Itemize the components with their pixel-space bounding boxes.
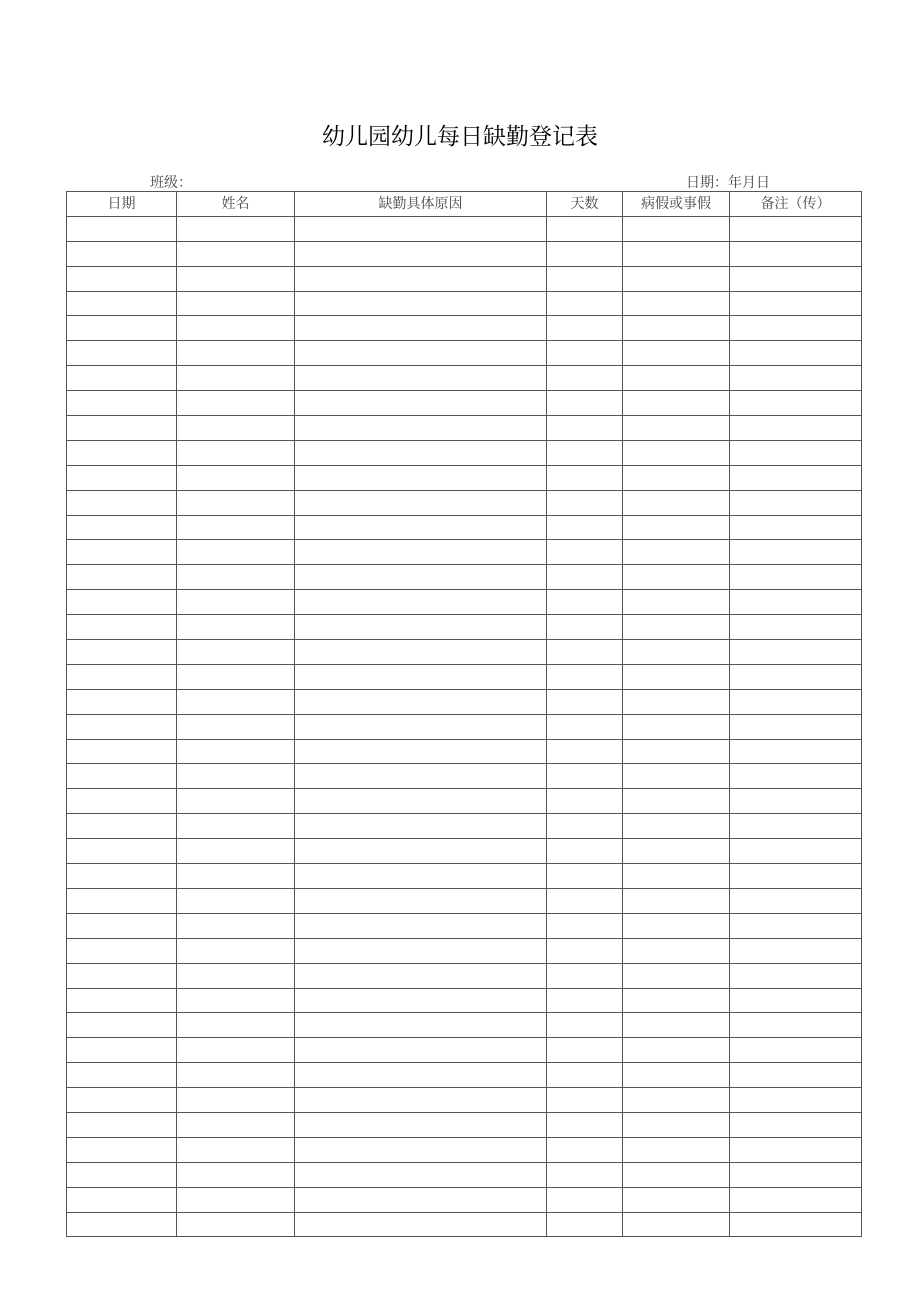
header-date: 日期 xyxy=(67,192,177,217)
table-cell xyxy=(623,465,730,490)
table-cell xyxy=(295,291,547,316)
table-cell xyxy=(730,1187,862,1212)
table-cell xyxy=(67,1112,177,1137)
table-cell xyxy=(67,266,177,291)
table-cell xyxy=(623,391,730,416)
table-cell xyxy=(295,913,547,938)
table-cell xyxy=(295,664,547,689)
table-cell xyxy=(623,515,730,540)
table-cell xyxy=(295,1038,547,1063)
table-cell xyxy=(547,913,623,938)
table-cell xyxy=(547,515,623,540)
table-cell xyxy=(730,465,862,490)
table-cell xyxy=(547,739,623,764)
table-cell xyxy=(623,216,730,241)
table-cell xyxy=(623,988,730,1013)
table-cell xyxy=(177,1088,295,1113)
table-cell xyxy=(547,938,623,963)
table-cell xyxy=(67,1038,177,1063)
table-cell xyxy=(623,316,730,341)
table-cell xyxy=(177,988,295,1013)
table-cell xyxy=(177,465,295,490)
table-cell xyxy=(547,366,623,391)
table-cell xyxy=(623,963,730,988)
table-cell xyxy=(547,540,623,565)
table-cell xyxy=(67,864,177,889)
table-cell xyxy=(67,565,177,590)
table-cell xyxy=(177,316,295,341)
table-cell xyxy=(547,764,623,789)
table-cell xyxy=(295,1137,547,1162)
table-cell xyxy=(67,1187,177,1212)
table-cell xyxy=(730,640,862,665)
table-row xyxy=(67,814,862,839)
table-cell xyxy=(623,341,730,366)
table-cell xyxy=(730,1112,862,1137)
table-cell xyxy=(547,1013,623,1038)
table-cell xyxy=(730,963,862,988)
table-cell xyxy=(623,1063,730,1088)
table-cell xyxy=(295,615,547,640)
table-cell xyxy=(177,266,295,291)
table-cell xyxy=(623,1112,730,1137)
table-row xyxy=(67,1013,862,1038)
table-row xyxy=(67,938,862,963)
table-cell xyxy=(177,291,295,316)
table-cell xyxy=(547,789,623,814)
table-cell xyxy=(67,490,177,515)
table-cell xyxy=(730,1038,862,1063)
table-cell xyxy=(67,839,177,864)
table-cell xyxy=(730,590,862,615)
table-cell xyxy=(730,391,862,416)
table-row xyxy=(67,416,862,441)
table-cell xyxy=(623,789,730,814)
table-cell xyxy=(295,864,547,889)
table-cell xyxy=(623,440,730,465)
table-cell xyxy=(295,1088,547,1113)
table-cell xyxy=(67,789,177,814)
table-cell xyxy=(67,814,177,839)
table-cell xyxy=(547,241,623,266)
table-cell xyxy=(730,565,862,590)
table-cell xyxy=(547,963,623,988)
table-cell xyxy=(295,714,547,739)
table-cell xyxy=(177,864,295,889)
table-row xyxy=(67,241,862,266)
table-cell xyxy=(67,540,177,565)
header-days: 天数 xyxy=(547,192,623,217)
table-cell xyxy=(623,913,730,938)
table-cell xyxy=(623,739,730,764)
table-cell xyxy=(67,241,177,266)
table-cell xyxy=(177,1063,295,1088)
table-cell xyxy=(67,1162,177,1187)
table-cell xyxy=(67,391,177,416)
table-cell xyxy=(295,689,547,714)
table-row xyxy=(67,590,862,615)
table-cell xyxy=(623,291,730,316)
table-cell xyxy=(295,341,547,366)
table-cell xyxy=(623,1137,730,1162)
table-cell xyxy=(67,216,177,241)
table-cell xyxy=(177,839,295,864)
table-cell xyxy=(730,864,862,889)
table-cell xyxy=(623,590,730,615)
table-cell xyxy=(730,689,862,714)
table-cell xyxy=(547,440,623,465)
table-cell xyxy=(623,938,730,963)
table-row xyxy=(67,1063,862,1088)
table-cell xyxy=(295,640,547,665)
table-cell xyxy=(295,416,547,441)
table-cell xyxy=(623,366,730,391)
table-row xyxy=(67,913,862,938)
table-cell xyxy=(67,366,177,391)
table-cell xyxy=(623,888,730,913)
table-row xyxy=(67,1038,862,1063)
table-cell xyxy=(67,988,177,1013)
table-cell xyxy=(177,640,295,665)
table-cell xyxy=(623,490,730,515)
table-cell xyxy=(547,465,623,490)
table-cell xyxy=(295,465,547,490)
table-cell xyxy=(295,1162,547,1187)
table-cell xyxy=(67,1137,177,1162)
table-row xyxy=(67,864,862,889)
table-row xyxy=(67,1112,862,1137)
table-cell xyxy=(177,1038,295,1063)
table-cell xyxy=(177,515,295,540)
table-cell xyxy=(67,913,177,938)
table-cell xyxy=(623,664,730,689)
table-row xyxy=(67,664,862,689)
table-cell xyxy=(730,764,862,789)
table-cell xyxy=(67,1212,177,1237)
table-row xyxy=(67,615,862,640)
table-cell xyxy=(547,839,623,864)
page-title: 幼儿园幼儿每日缺勤登记表 xyxy=(322,124,598,150)
table-cell xyxy=(547,216,623,241)
table-cell xyxy=(547,416,623,441)
table-cell xyxy=(295,490,547,515)
header-leave-type: 病假或事假 xyxy=(623,192,730,217)
table-cell xyxy=(177,814,295,839)
table-cell xyxy=(177,1112,295,1137)
table-cell xyxy=(67,888,177,913)
table-cell xyxy=(730,888,862,913)
table-cell xyxy=(547,590,623,615)
table-cell xyxy=(623,864,730,889)
table-row xyxy=(67,888,862,913)
table-cell xyxy=(623,764,730,789)
table-cell xyxy=(623,839,730,864)
table-cell xyxy=(730,416,862,441)
table-cell xyxy=(730,739,862,764)
table-cell xyxy=(547,291,623,316)
table-cell xyxy=(177,416,295,441)
table-cell xyxy=(547,266,623,291)
table-row xyxy=(67,1212,862,1237)
table-cell xyxy=(177,216,295,241)
table-row xyxy=(67,341,862,366)
table-cell xyxy=(730,913,862,938)
table-cell xyxy=(547,1038,623,1063)
table-cell xyxy=(730,490,862,515)
table-row xyxy=(67,1088,862,1113)
table-cell xyxy=(295,764,547,789)
table-cell xyxy=(730,341,862,366)
date-label: 日期：年月日 xyxy=(686,175,770,191)
table-cell xyxy=(623,714,730,739)
table-cell xyxy=(295,316,547,341)
table-cell xyxy=(547,341,623,366)
table-cell xyxy=(177,440,295,465)
table-cell xyxy=(730,515,862,540)
table-cell xyxy=(730,440,862,465)
table-cell xyxy=(177,1137,295,1162)
table-cell xyxy=(295,391,547,416)
table-cell xyxy=(730,839,862,864)
table-row xyxy=(67,291,862,316)
table-cell xyxy=(177,241,295,266)
table-cell xyxy=(295,1013,547,1038)
table-cell xyxy=(547,565,623,590)
table-cell xyxy=(730,1212,862,1237)
table-cell xyxy=(295,440,547,465)
table-cell xyxy=(623,266,730,291)
table-cell xyxy=(730,1137,862,1162)
table-cell xyxy=(177,1013,295,1038)
table-cell xyxy=(295,266,547,291)
table-cell xyxy=(177,1187,295,1212)
table-cell xyxy=(623,1038,730,1063)
table-cell xyxy=(177,590,295,615)
table-cell xyxy=(730,1013,862,1038)
table-cell xyxy=(547,490,623,515)
table-cell xyxy=(730,615,862,640)
table-cell xyxy=(67,416,177,441)
table-cell xyxy=(730,266,862,291)
table-cell xyxy=(295,565,547,590)
table-row xyxy=(67,216,862,241)
table-cell xyxy=(67,664,177,689)
table-cell xyxy=(177,963,295,988)
table-row xyxy=(67,640,862,665)
table-cell xyxy=(547,1063,623,1088)
table-row xyxy=(67,366,862,391)
table-cell xyxy=(67,590,177,615)
table-cell xyxy=(547,714,623,739)
header-name: 姓名 xyxy=(177,192,295,217)
table-cell xyxy=(547,615,623,640)
table-cell xyxy=(67,291,177,316)
table-cell xyxy=(547,1212,623,1237)
table-row xyxy=(67,515,862,540)
table-cell xyxy=(730,291,862,316)
table-row xyxy=(67,1187,862,1212)
table-cell xyxy=(177,739,295,764)
table-cell xyxy=(67,1063,177,1088)
table-cell xyxy=(547,1137,623,1162)
table-row xyxy=(67,988,862,1013)
table-cell xyxy=(67,465,177,490)
table-cell xyxy=(67,1088,177,1113)
table-cell xyxy=(295,515,547,540)
table-cell xyxy=(730,714,862,739)
table-row xyxy=(67,540,862,565)
table-header-row xyxy=(67,192,862,217)
table-cell xyxy=(177,789,295,814)
table-body xyxy=(67,216,862,1237)
table-cell xyxy=(177,938,295,963)
table-cell xyxy=(295,839,547,864)
table-cell xyxy=(623,241,730,266)
table-cell xyxy=(623,640,730,665)
table-cell xyxy=(67,739,177,764)
table-cell xyxy=(177,714,295,739)
table-cell xyxy=(177,615,295,640)
table-cell xyxy=(547,316,623,341)
table-cell xyxy=(177,341,295,366)
table-cell xyxy=(547,640,623,665)
table-cell xyxy=(67,764,177,789)
table-cell xyxy=(547,1112,623,1137)
table-cell xyxy=(295,814,547,839)
table-cell xyxy=(623,540,730,565)
table-cell xyxy=(177,540,295,565)
table-cell xyxy=(623,565,730,590)
table-cell xyxy=(730,1088,862,1113)
table-cell xyxy=(547,814,623,839)
table-cell xyxy=(295,988,547,1013)
table-cell xyxy=(547,888,623,913)
table-cell xyxy=(730,316,862,341)
table-cell xyxy=(67,714,177,739)
class-label: 班级： xyxy=(150,175,192,191)
table-row xyxy=(67,789,862,814)
table-cell xyxy=(177,490,295,515)
table-row xyxy=(67,689,862,714)
table-row xyxy=(67,1137,862,1162)
table-cell xyxy=(730,540,862,565)
table-cell xyxy=(730,988,862,1013)
table-cell xyxy=(547,988,623,1013)
table-row xyxy=(67,266,862,291)
table-cell xyxy=(67,615,177,640)
table-row xyxy=(67,440,862,465)
table-cell xyxy=(177,366,295,391)
table-row xyxy=(67,739,862,764)
table-cell xyxy=(67,640,177,665)
table-cell xyxy=(295,739,547,764)
table-cell xyxy=(623,1013,730,1038)
table-cell xyxy=(547,1088,623,1113)
table-cell xyxy=(623,1212,730,1237)
table-cell xyxy=(623,814,730,839)
table-cell xyxy=(177,888,295,913)
header-reason: 缺勤具体原因 xyxy=(295,192,547,217)
table-row xyxy=(67,391,862,416)
table-row xyxy=(67,1162,862,1187)
table-cell xyxy=(623,1088,730,1113)
table-cell xyxy=(177,664,295,689)
table-cell xyxy=(67,689,177,714)
table-row xyxy=(67,963,862,988)
table-cell xyxy=(67,938,177,963)
table-cell xyxy=(730,366,862,391)
table-cell xyxy=(730,938,862,963)
table-row xyxy=(67,714,862,739)
table-cell xyxy=(730,241,862,266)
table-cell xyxy=(177,689,295,714)
table-cell xyxy=(623,416,730,441)
table-row xyxy=(67,465,862,490)
table-cell xyxy=(730,1063,862,1088)
table-cell xyxy=(177,764,295,789)
table-cell xyxy=(295,789,547,814)
table-cell xyxy=(623,1162,730,1187)
table-cell xyxy=(623,1187,730,1212)
table-row xyxy=(67,565,862,590)
table-cell xyxy=(295,963,547,988)
table-cell xyxy=(547,664,623,689)
table-cell xyxy=(67,963,177,988)
table-cell xyxy=(177,565,295,590)
header-remarks: 备注（传） xyxy=(730,192,862,217)
table-cell xyxy=(295,1063,547,1088)
table-cell xyxy=(295,1112,547,1137)
table-cell xyxy=(67,1013,177,1038)
table-cell xyxy=(177,1162,295,1187)
table-cell xyxy=(730,216,862,241)
table-row xyxy=(67,316,862,341)
table-cell xyxy=(295,1212,547,1237)
table-cell xyxy=(547,391,623,416)
table-cell xyxy=(295,938,547,963)
table-cell xyxy=(623,689,730,714)
table-cell xyxy=(177,391,295,416)
table-cell xyxy=(295,888,547,913)
table-cell xyxy=(295,590,547,615)
table-cell xyxy=(730,789,862,814)
table-cell xyxy=(547,689,623,714)
table-row xyxy=(67,764,862,789)
table-cell xyxy=(177,913,295,938)
table-cell xyxy=(295,216,547,241)
table-cell xyxy=(67,341,177,366)
table-cell xyxy=(295,241,547,266)
table-row xyxy=(67,490,862,515)
table-cell xyxy=(547,1187,623,1212)
table-cell xyxy=(730,814,862,839)
table-cell xyxy=(547,864,623,889)
table-cell xyxy=(67,440,177,465)
table-cell xyxy=(295,540,547,565)
table-cell xyxy=(177,1212,295,1237)
table-row xyxy=(67,839,862,864)
table-cell xyxy=(623,615,730,640)
table-cell xyxy=(295,1187,547,1212)
table-cell xyxy=(295,366,547,391)
table-cell xyxy=(67,316,177,341)
table-cell xyxy=(67,515,177,540)
table-cell xyxy=(547,1162,623,1187)
table-cell xyxy=(730,664,862,689)
attendance-table xyxy=(66,191,862,1237)
table-cell xyxy=(730,1162,862,1187)
